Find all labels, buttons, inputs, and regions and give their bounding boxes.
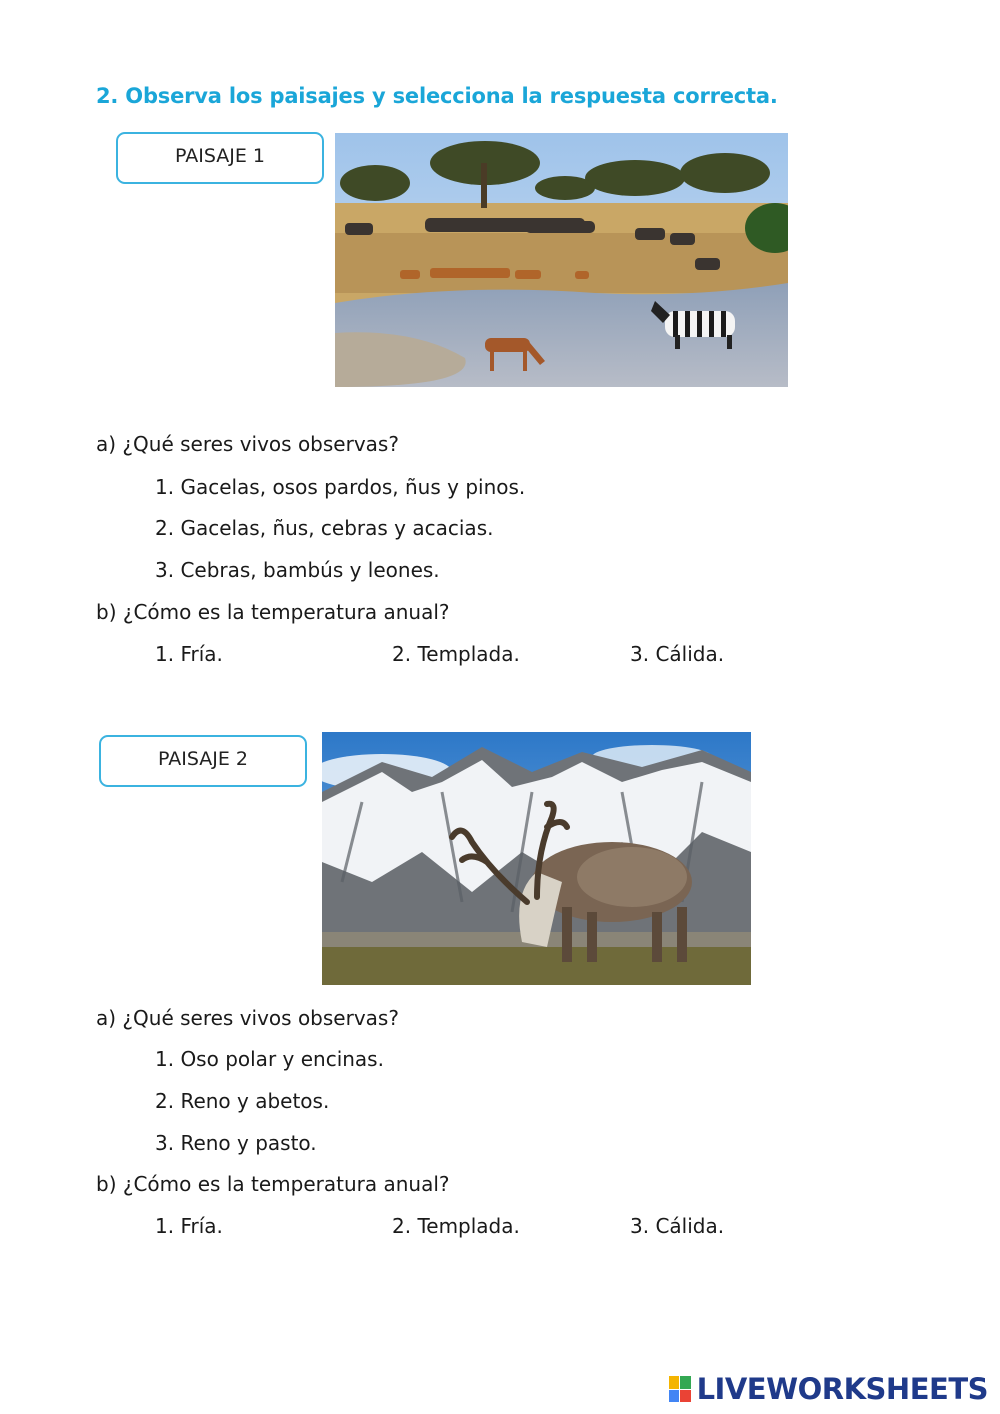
answer-option[interactable]: 2. Templada. bbox=[392, 1214, 520, 1238]
question-a: a) ¿Qué seres vivos observas? bbox=[96, 432, 399, 456]
landscape-1-label: PAISAJE 1 bbox=[116, 132, 324, 184]
landscape-2-label: PAISAJE 2 bbox=[99, 735, 307, 787]
question-a: a) ¿Qué seres vivos observas? bbox=[96, 1006, 399, 1030]
question-b: b) ¿Cómo es la temperatura anual? bbox=[96, 600, 450, 624]
answer-option[interactable]: 3. Cebras, bambús y leones. bbox=[155, 558, 440, 582]
answer-option[interactable]: 2. Templada. bbox=[392, 642, 520, 666]
answer-option[interactable]: 1. Fría. bbox=[155, 642, 223, 666]
answer-option[interactable]: 3. Cálida. bbox=[630, 1214, 725, 1238]
tundra-photo bbox=[322, 732, 751, 985]
liveworksheets-logo bbox=[669, 1372, 988, 1406]
question-b: b) ¿Cómo es la temperatura anual? bbox=[96, 1172, 450, 1196]
answer-option[interactable]: 1. Gacelas, osos pardos, ñus y pinos. bbox=[155, 475, 526, 499]
logo-text: LIVEWORKSHEETS bbox=[696, 1372, 988, 1406]
answer-option[interactable]: 3. Reno y pasto. bbox=[155, 1131, 317, 1155]
answer-option[interactable]: 2. Gacelas, ñus, cebras y acacias. bbox=[155, 516, 494, 540]
answer-option[interactable]: 1. Oso polar y encinas. bbox=[155, 1047, 384, 1071]
answer-option[interactable]: 1. Fría. bbox=[155, 1214, 223, 1238]
liveworksheets-logo-icon bbox=[669, 1376, 691, 1402]
savanna-photo bbox=[335, 133, 788, 387]
answer-option[interactable]: 3. Cálida. bbox=[630, 642, 725, 666]
answer-option[interactable]: 2. Reno y abetos. bbox=[155, 1089, 330, 1113]
exercise-heading: 2. Observa los paisajes y selecciona la respuesta correcta. bbox=[96, 84, 778, 108]
